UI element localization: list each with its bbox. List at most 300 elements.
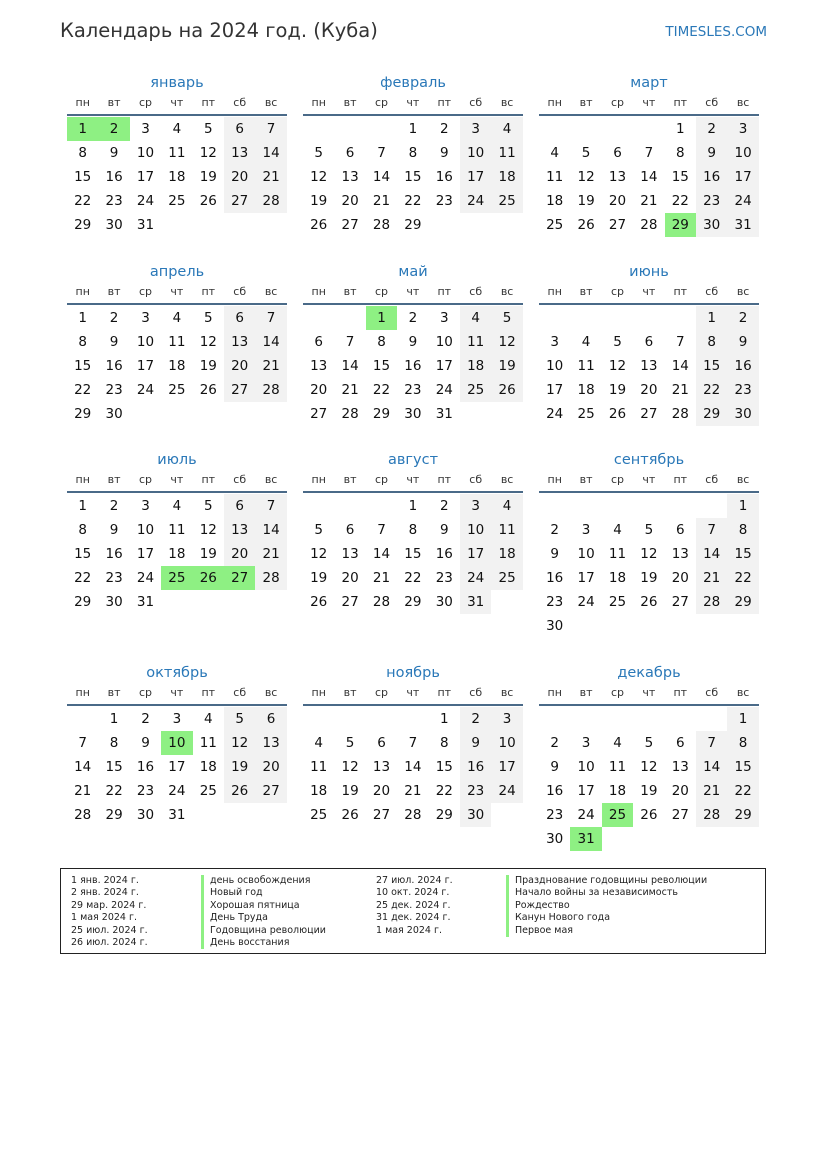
weekday-label: пн [547, 473, 562, 486]
weekday-label: пн [547, 285, 562, 298]
day-cell: 12 [577, 169, 595, 185]
weekday-label: вс [500, 686, 514, 699]
day-cell: 18 [199, 759, 217, 775]
day-cell: 12 [310, 546, 328, 562]
day-cell: 11 [168, 334, 186, 350]
legend-date: 1 мая 2024 г. [376, 924, 442, 936]
month-divider [67, 114, 287, 116]
day-cell: 6 [224, 306, 255, 330]
day-cell: 17 [491, 755, 522, 779]
day-cell: 4 [172, 121, 182, 137]
day-cell: 23 [696, 189, 727, 213]
day-cell: 13 [224, 141, 255, 165]
day-cell: 14 [372, 546, 391, 562]
day-cell: 7 [255, 494, 286, 518]
day-cell: 13 [224, 518, 255, 542]
weekday-label: пт [437, 96, 452, 109]
day-cell: 6 [675, 735, 685, 751]
day-cell: 15 [105, 759, 123, 775]
weekday-label: сб [233, 686, 247, 699]
weekday-label: пт [201, 473, 216, 486]
day-cell: 16 [404, 358, 422, 374]
day-cell: 5 [314, 145, 323, 161]
day-cell: 22 [435, 783, 453, 799]
day-cell: 22 [671, 193, 689, 209]
day-cell: 23 [404, 382, 422, 398]
weekday-label: пн [311, 686, 326, 699]
day-cell: 17 [546, 382, 564, 398]
month-divider [303, 114, 523, 116]
weekday-label: ср [374, 473, 388, 486]
day-cell: 24 [460, 189, 491, 213]
month-title: сентябрь [613, 452, 685, 468]
day-cell: 3 [439, 310, 449, 326]
day-cell: 21 [696, 566, 727, 590]
day-cell: 7 [377, 522, 386, 538]
legend-names-right [506, 875, 707, 937]
weekday-header [303, 95, 523, 111]
weekday-header [303, 472, 523, 488]
day-cell: 11 [546, 169, 564, 185]
weekday-label: пт [673, 686, 688, 699]
day-cell: 28 [372, 594, 391, 610]
day-cell: 3 [727, 117, 758, 141]
day-cell: 23 [727, 378, 758, 402]
day-cell: 13 [310, 358, 328, 374]
day-cell: 20 [372, 783, 391, 799]
weekday-label: вс [736, 686, 750, 699]
day-cell: 19 [310, 570, 328, 586]
day-cell: 31 [136, 217, 155, 233]
day-cell: 3 [141, 121, 150, 137]
day-cell: 16 [105, 358, 123, 374]
day-cell: 8 [727, 518, 758, 542]
day-cell: 5 [581, 145, 591, 161]
weekday-label: чт [170, 96, 184, 109]
day-cell: 11 [491, 518, 522, 542]
day-cell: 22 [372, 382, 391, 398]
weekday-label: чт [406, 285, 420, 298]
weekday-label: ср [374, 96, 388, 109]
weekday-label: пт [437, 285, 452, 298]
weekday-label: сб [233, 473, 247, 486]
holiday-day: 2 [98, 117, 129, 141]
day-cell: 28 [255, 189, 286, 213]
day-cell: 11 [608, 546, 627, 562]
day-cell: 17 [460, 165, 491, 189]
day-cell: 19 [491, 354, 522, 378]
day-cell: 26 [310, 217, 328, 233]
day-cell: 5 [314, 522, 323, 538]
site-link[interactable]: TIMESLES.COM [665, 24, 767, 40]
day-cell: 1 [408, 121, 418, 137]
day-cell: 3 [491, 707, 522, 731]
day-cell: 18 [310, 783, 328, 799]
day-cell: 5 [644, 735, 654, 751]
day-cell: 22 [74, 193, 92, 209]
day-cell: 1 [439, 711, 449, 727]
weekday-label: вт [579, 96, 593, 109]
day-cell: 14 [671, 358, 689, 374]
day-cell: 1 [78, 310, 87, 326]
month-title: июнь [629, 264, 669, 280]
weekday-label: чт [170, 686, 184, 699]
day-cell: 17 [435, 358, 453, 374]
day-cell: 5 [345, 735, 355, 751]
day-cell: 6 [613, 145, 622, 161]
day-cell: 4 [613, 522, 622, 538]
weekday-label: сб [705, 96, 719, 109]
weekday-label: чт [642, 473, 656, 486]
day-cell: 13 [224, 330, 255, 354]
day-cell: 3 [460, 494, 491, 518]
weekday-label: сб [233, 285, 247, 298]
day-cell: 21 [255, 542, 286, 566]
day-cell: 28 [74, 807, 92, 823]
day-cell: 3 [550, 334, 559, 350]
day-cell: 17 [168, 759, 186, 775]
month-divider [67, 303, 287, 305]
weekday-header [539, 472, 759, 488]
day-cell: 25 [491, 566, 522, 590]
day-cell: 1 [675, 121, 685, 137]
day-cell: 18 [546, 193, 564, 209]
day-cell: 13 [341, 169, 359, 185]
day-cell: 21 [696, 779, 727, 803]
day-cell: 17 [460, 542, 491, 566]
day-cell: 3 [581, 522, 591, 538]
day-cell: 29 [435, 807, 453, 823]
weekday-label: пн [311, 96, 326, 109]
day-cell: 25 [491, 189, 522, 213]
day-cell: 6 [255, 707, 286, 731]
weekday-label: пт [673, 96, 688, 109]
weekday-label: сб [469, 686, 483, 699]
day-cell: 14 [696, 542, 727, 566]
day-cell: 22 [727, 779, 758, 803]
day-cell: 8 [78, 522, 87, 538]
day-cell: 13 [372, 759, 391, 775]
day-cell: 26 [224, 779, 255, 803]
weekday-label: пт [437, 686, 452, 699]
day-cell: 24 [136, 382, 155, 398]
day-cell: 29 [105, 807, 123, 823]
weekday-label: вс [264, 285, 278, 298]
day-cell: 9 [141, 735, 150, 751]
day-cell: 12 [640, 759, 658, 775]
month-title: июль [157, 452, 197, 468]
day-cell: 24 [546, 406, 564, 422]
day-cell: 21 [404, 783, 422, 799]
weekday-label: вс [264, 96, 278, 109]
day-cell: 12 [491, 330, 522, 354]
day-cell: 11 [577, 358, 595, 374]
day-cell: 24 [136, 193, 155, 209]
day-cell: 28 [255, 378, 286, 402]
day-cell: 9 [109, 334, 119, 350]
day-cell: 21 [255, 165, 286, 189]
month-title: май [398, 264, 428, 280]
day-cell: 4 [491, 494, 522, 518]
weekday-header [67, 95, 287, 111]
weekday-label: ср [138, 96, 152, 109]
holiday-day: 25 [161, 566, 192, 590]
day-cell: 2 [141, 711, 150, 727]
legend-holiday-name: день освобождения [201, 875, 326, 887]
day-cell: 30 [546, 831, 564, 847]
holiday-day: 10 [161, 731, 192, 755]
legend-holiday-name: Годовщина революции [201, 925, 326, 937]
day-cell: 14 [255, 330, 286, 354]
day-cell: 22 [696, 378, 727, 402]
day-cell: 2 [408, 310, 418, 326]
weekday-label: сб [469, 473, 483, 486]
month-title: август [387, 452, 439, 468]
day-cell: 31 [435, 406, 453, 422]
day-cell: 25 [546, 217, 564, 233]
day-cell: 11 [491, 141, 522, 165]
weekday-label: ср [138, 686, 152, 699]
day-cell: 12 [640, 546, 658, 562]
day-cell: 24 [491, 779, 522, 803]
weekday-label: вс [264, 686, 278, 699]
weekday-label: пн [311, 473, 326, 486]
day-cell: 28 [255, 566, 286, 590]
holiday-day: 27 [224, 566, 255, 590]
weekday-label: вт [579, 473, 593, 486]
day-cell: 2 [109, 498, 119, 514]
legend-holiday-name: Канун Нового года [506, 912, 707, 924]
day-cell: 29 [404, 594, 422, 610]
weekday-label: пт [673, 285, 688, 298]
day-cell: 9 [550, 759, 559, 775]
day-cell: 5 [613, 334, 622, 350]
day-cell: 26 [310, 594, 328, 610]
weekday-label: ср [374, 285, 388, 298]
legend-holiday-name: Празднование годовщины революции [506, 875, 707, 887]
day-cell: 30 [105, 217, 123, 233]
day-cell: 20 [341, 193, 359, 209]
weekday-label: пт [201, 686, 216, 699]
day-cell: 16 [136, 759, 155, 775]
day-cell: 15 [404, 169, 422, 185]
day-cell: 12 [224, 731, 255, 755]
weekday-label: пт [437, 473, 452, 486]
legend-holiday-name: Хорошая пятница [201, 900, 326, 912]
day-cell: 1 [727, 707, 758, 731]
day-cell: 29 [404, 217, 422, 233]
day-cell: 9 [408, 334, 418, 350]
day-cell: 24 [577, 594, 595, 610]
day-cell: 3 [141, 310, 150, 326]
day-cell: 16 [460, 755, 491, 779]
day-cell: 6 [224, 494, 255, 518]
day-cell: 24 [577, 807, 595, 823]
day-cell: 2 [439, 498, 449, 514]
weekday-label: чт [642, 96, 656, 109]
day-cell: 15 [74, 546, 92, 562]
legend-date: 31 дек. 2024 г. [376, 912, 451, 924]
day-cell: 15 [74, 358, 92, 374]
weekday-label: пт [201, 96, 216, 109]
day-cell: 14 [372, 169, 391, 185]
day-cell: 29 [727, 590, 758, 614]
page-title: Календарь на 2024 год. (Куба) [60, 19, 378, 42]
day-cell: 1 [696, 306, 727, 330]
day-cell: 18 [491, 542, 522, 566]
day-cell: 19 [199, 546, 217, 562]
day-cell: 23 [105, 193, 123, 209]
day-cell: 6 [675, 522, 685, 538]
day-cell: 25 [460, 378, 491, 402]
day-cell: 26 [640, 807, 658, 823]
weekday-label: вс [500, 96, 514, 109]
day-cell: 20 [224, 165, 255, 189]
day-cell: 14 [341, 358, 359, 374]
day-cell: 21 [372, 570, 391, 586]
day-cell: 8 [696, 330, 727, 354]
day-cell: 15 [404, 546, 422, 562]
day-cell: 4 [203, 711, 213, 727]
day-cell: 2 [109, 310, 119, 326]
day-cell: 5 [224, 707, 255, 731]
day-cell: 9 [696, 141, 727, 165]
day-cell: 1 [78, 498, 87, 514]
day-cell: 28 [404, 807, 422, 823]
weekday-label: пн [75, 96, 90, 109]
legend-holiday-name: Новый год [201, 887, 326, 899]
weekday-header [303, 284, 523, 300]
weekday-label: пн [75, 285, 90, 298]
weekday-label: ср [610, 473, 624, 486]
day-cell: 20 [608, 193, 627, 209]
day-cell: 10 [136, 522, 155, 538]
day-cell: 30 [136, 807, 155, 823]
day-cell: 30 [404, 406, 422, 422]
weekday-label: вт [579, 686, 593, 699]
legend-date: 1 мая 2024 г. [71, 912, 137, 924]
day-cell: 4 [314, 735, 323, 751]
day-cell: 26 [199, 382, 217, 398]
weekday-label: вт [107, 96, 121, 109]
day-cell: 23 [435, 570, 453, 586]
day-cell: 11 [168, 522, 186, 538]
month-title: октябрь [146, 665, 208, 681]
weekday-label: ср [610, 686, 624, 699]
day-cell: 20 [224, 542, 255, 566]
weekday-header [67, 472, 287, 488]
day-cell: 27 [671, 807, 689, 823]
day-cell: 31 [460, 590, 491, 614]
legend-holiday-name: День Труда [201, 912, 326, 924]
day-cell: 8 [727, 731, 758, 755]
day-cell: 20 [640, 382, 658, 398]
day-cell: 6 [377, 735, 386, 751]
weekday-label: ср [610, 285, 624, 298]
day-cell: 6 [345, 522, 355, 538]
day-cell: 11 [608, 759, 627, 775]
weekday-header [67, 284, 287, 300]
weekday-label: вт [107, 686, 121, 699]
weekday-label: чт [642, 285, 656, 298]
day-cell: 30 [546, 618, 564, 634]
day-cell: 7 [255, 117, 286, 141]
legend-holiday-name: День восстания [201, 937, 326, 949]
day-cell: 25 [168, 193, 186, 209]
day-cell: 4 [460, 306, 491, 330]
day-cell: 12 [341, 759, 359, 775]
day-cell: 2 [439, 121, 449, 137]
legend-date: 29 мар. 2024 г. [71, 899, 147, 911]
day-cell: 13 [341, 546, 359, 562]
weekday-label: пн [75, 473, 90, 486]
day-cell: 2 [727, 306, 758, 330]
weekday-label: ср [610, 96, 624, 109]
day-cell: 12 [310, 169, 328, 185]
weekday-label: пн [311, 285, 326, 298]
day-cell: 4 [172, 498, 182, 514]
day-cell: 7 [696, 518, 727, 542]
day-cell: 10 [491, 731, 522, 755]
day-cell: 18 [608, 570, 627, 586]
day-cell: 13 [671, 759, 689, 775]
day-cell: 18 [577, 382, 595, 398]
weekday-label: пт [673, 473, 688, 486]
day-cell: 18 [608, 783, 627, 799]
day-cell: 9 [460, 731, 491, 755]
day-cell: 4 [491, 117, 522, 141]
day-cell: 26 [491, 378, 522, 402]
weekday-label: сб [705, 473, 719, 486]
weekday-label: вт [107, 285, 121, 298]
day-cell: 26 [640, 594, 658, 610]
weekday-label: сб [233, 96, 247, 109]
day-cell: 13 [671, 546, 689, 562]
legend-holiday-name: Первое мая [506, 925, 707, 937]
day-cell: 25 [310, 807, 328, 823]
day-cell: 3 [581, 735, 591, 751]
weekday-label: чт [642, 686, 656, 699]
day-cell: 25 [608, 594, 627, 610]
weekday-label: чт [406, 473, 420, 486]
legend-date: 25 июл. 2024 г. [71, 924, 148, 936]
day-cell: 12 [199, 522, 217, 538]
day-cell: 16 [105, 169, 123, 185]
month-title: апрель [149, 264, 205, 280]
day-cell: 17 [577, 783, 595, 799]
day-cell: 29 [727, 803, 758, 827]
day-cell: 21 [74, 783, 92, 799]
day-cell: 17 [727, 165, 758, 189]
weekday-label: чт [406, 96, 420, 109]
day-cell: 10 [435, 334, 453, 350]
day-cell: 14 [255, 141, 286, 165]
day-cell: 14 [255, 518, 286, 542]
day-cell: 15 [696, 354, 727, 378]
day-cell: 25 [199, 783, 217, 799]
day-cell: 23 [546, 594, 564, 610]
day-cell: 24 [435, 382, 453, 398]
day-cell: 10 [136, 145, 155, 161]
day-cell: 11 [199, 735, 217, 751]
day-cell: 14 [404, 759, 422, 775]
day-cell: 1 [109, 711, 119, 727]
weekday-label: вс [500, 473, 514, 486]
weekday-label: чт [170, 473, 184, 486]
day-cell: 16 [435, 546, 453, 562]
day-cell: 27 [310, 406, 328, 422]
day-cell: 2 [550, 522, 559, 538]
